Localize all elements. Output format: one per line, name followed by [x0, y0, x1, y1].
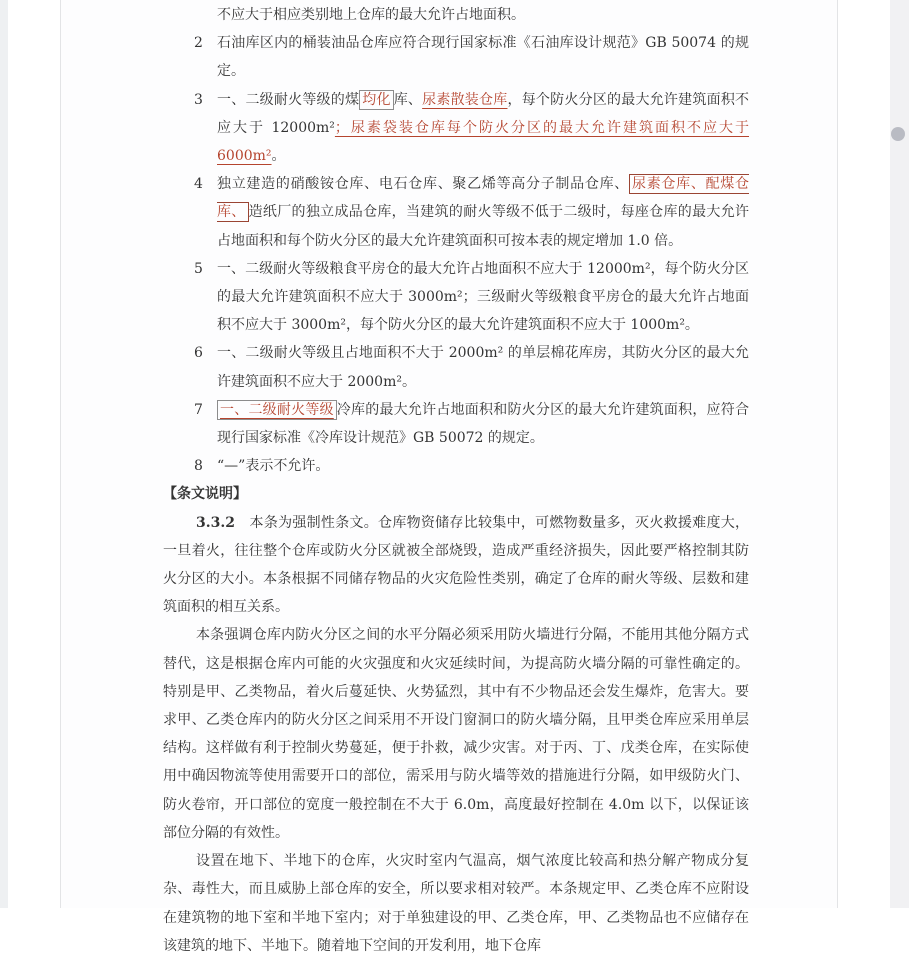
explanation-paragraph-3	[163, 847, 749, 960]
text-segment: 本条为强制性条文。仓库物资储存比较集中，可燃物数量多，灭火救援难度大，一旦着火，往往整个仓库或防火分区就被全部烧毁，造成严重经济损失，因此要严格控制其防火分区的大小。本条根据不同储存物品的火灾危险性类别，确定了仓库的耐火等级、层数和建筑面积的相互关系。	[163, 514, 749, 616]
text-segment: 独立建造的硝酸铵仓库、电石仓库、聚乙烯等高分子制品仓库、	[217, 176, 629, 193]
text-segment: 均化	[359, 90, 393, 110]
text-segment: 一、二级耐火等级粮食平房仓的最大允许占地面积不应大于 12000m²，每个防火分区的最大允许建筑面积不应大于 3000m²；三级耐火等级粮食平房仓的最大允许占地面积不应大于 3000m²，每个防火分区的最大允许建筑面积不应大于 1000m²。	[217, 260, 749, 334]
note-item-4	[163, 170, 749, 255]
note-item-text	[217, 345, 749, 389]
note-item-text	[217, 35, 749, 79]
text-segment: 本条强调仓库内防火分区之间的水平分隔必须采用防火墙进行分隔，不能用其他分隔方式替代，这是根据仓库内可能的火灾强度和火灾延续时间，为提高防火墙分隔的可靠性确定的。特别是甲、乙类物品，着火后蔓延快、火势猛烈，其中有不少物品还会发生爆炸，危害大。要求甲、乙类仓库内的防火分区之间采用不开设门窗洞口的防火墙分隔，且甲类仓库应采用单层结构。这样做有利于控制火势蔓延，便于扑救，减少灾害。对于丙、丁、戊类仓库，在实际使用中确因物流等使用需要开口的部位，需采用与防火墙等效的措施进行分隔，如甲级防火门、防火卷帘，开口部位的宽度一般控制在不大于 6.0m，高度最好控制在 4.0m 以下，以保证该部位分隔的有效性。	[163, 627, 749, 841]
note-item-number: 5	[194, 260, 203, 277]
text-segment: 。	[271, 148, 286, 165]
document-page	[60, 0, 838, 954]
note-item-text	[217, 400, 749, 446]
explanation-paragraph-2	[163, 621, 749, 847]
scrollbar-thumb[interactable]	[891, 127, 905, 141]
text-segment: 不应大于相应类别地上仓库的最大允许占地面积。	[217, 7, 525, 23]
note-item-number: 2	[194, 35, 203, 52]
note-item-7	[163, 396, 749, 452]
text-segment: ，每个防火分区的最大允许建筑面积不应大于 12000m²	[217, 91, 750, 136]
note-item-number: 6	[194, 345, 203, 362]
explanation-paragraph-1	[163, 509, 749, 622]
page-content	[163, 1, 749, 960]
text-segment: 3.3.2	[196, 514, 235, 531]
note-item-3	[163, 86, 749, 171]
note-item-number: 4	[194, 176, 203, 193]
left-gutter	[0, 0, 8, 908]
note-item-5	[163, 255, 749, 340]
text-segment: 造纸厂的独立成品仓库，当建筑的耐火等级不低于二级时，每座仓库的最大允许占地面积和每个防火分区的最大允许建筑面积可按本表的规定增加 1.0 倍。	[217, 204, 750, 249]
note-item-text	[217, 90, 749, 164]
note-item-text	[217, 261, 749, 333]
note-item-number: 7	[194, 401, 203, 418]
text-segment: 库、	[393, 91, 423, 108]
note-item-2	[163, 29, 749, 85]
text-segment: 冷库的最大允许占地面积和防火分区的最大允许建筑面积，应符合现行国家标准《冷库设计规范》GB 50072 的规定。	[217, 401, 750, 447]
text-segment: 设置在地下、半地下的仓库，火灾时室内气温高，烟气浓度比较高和热分解产物成分复杂、毒性大，而且威胁上部仓库的安全，所以要求相对较严。本条规定甲、乙类仓库不应附设在建筑物的地下室和半地下室内；对于单独建设的甲、乙类仓库，甲、乙类物品也不应储存在该建筑的地下、半地下。随着地下空间的开发利用，地下仓库	[163, 853, 749, 954]
text-segment: “—”表示不允许。	[217, 458, 330, 475]
note-item-6	[163, 339, 749, 395]
text-segment: 一、二级耐火等级的煤	[217, 91, 360, 108]
text-segment: 尿素散装仓库	[422, 91, 508, 108]
note-item-text	[217, 174, 749, 248]
text-segment: 一、二级耐火等级	[217, 400, 337, 420]
note-item-text	[217, 458, 329, 474]
note-item-8	[163, 452, 749, 480]
note-item-number: 3	[194, 91, 203, 108]
explanation-section-title: 【条文说明】	[163, 486, 247, 503]
note-item-number: 8	[194, 458, 203, 475]
note-item-text	[217, 7, 525, 23]
text-segment: 一、二级耐火等级且占地面积不大于 2000m² 的单层棉花库房，其防火分区的最大允许建筑面积不应大于 2000m²。	[217, 345, 749, 390]
text-segment: ；尿素袋装仓库每个防火分区的最大允许建筑面积不应大于 6000m²	[217, 119, 750, 165]
text-segment: 尿素仓库、配煤仓库、	[217, 176, 749, 221]
text-segment: 石油库区内的桶装油品仓库应符合现行国家标准《石油库设计规范》GB 50074 的规定。	[217, 35, 749, 80]
note-item-1-continuation	[163, 1, 749, 29]
